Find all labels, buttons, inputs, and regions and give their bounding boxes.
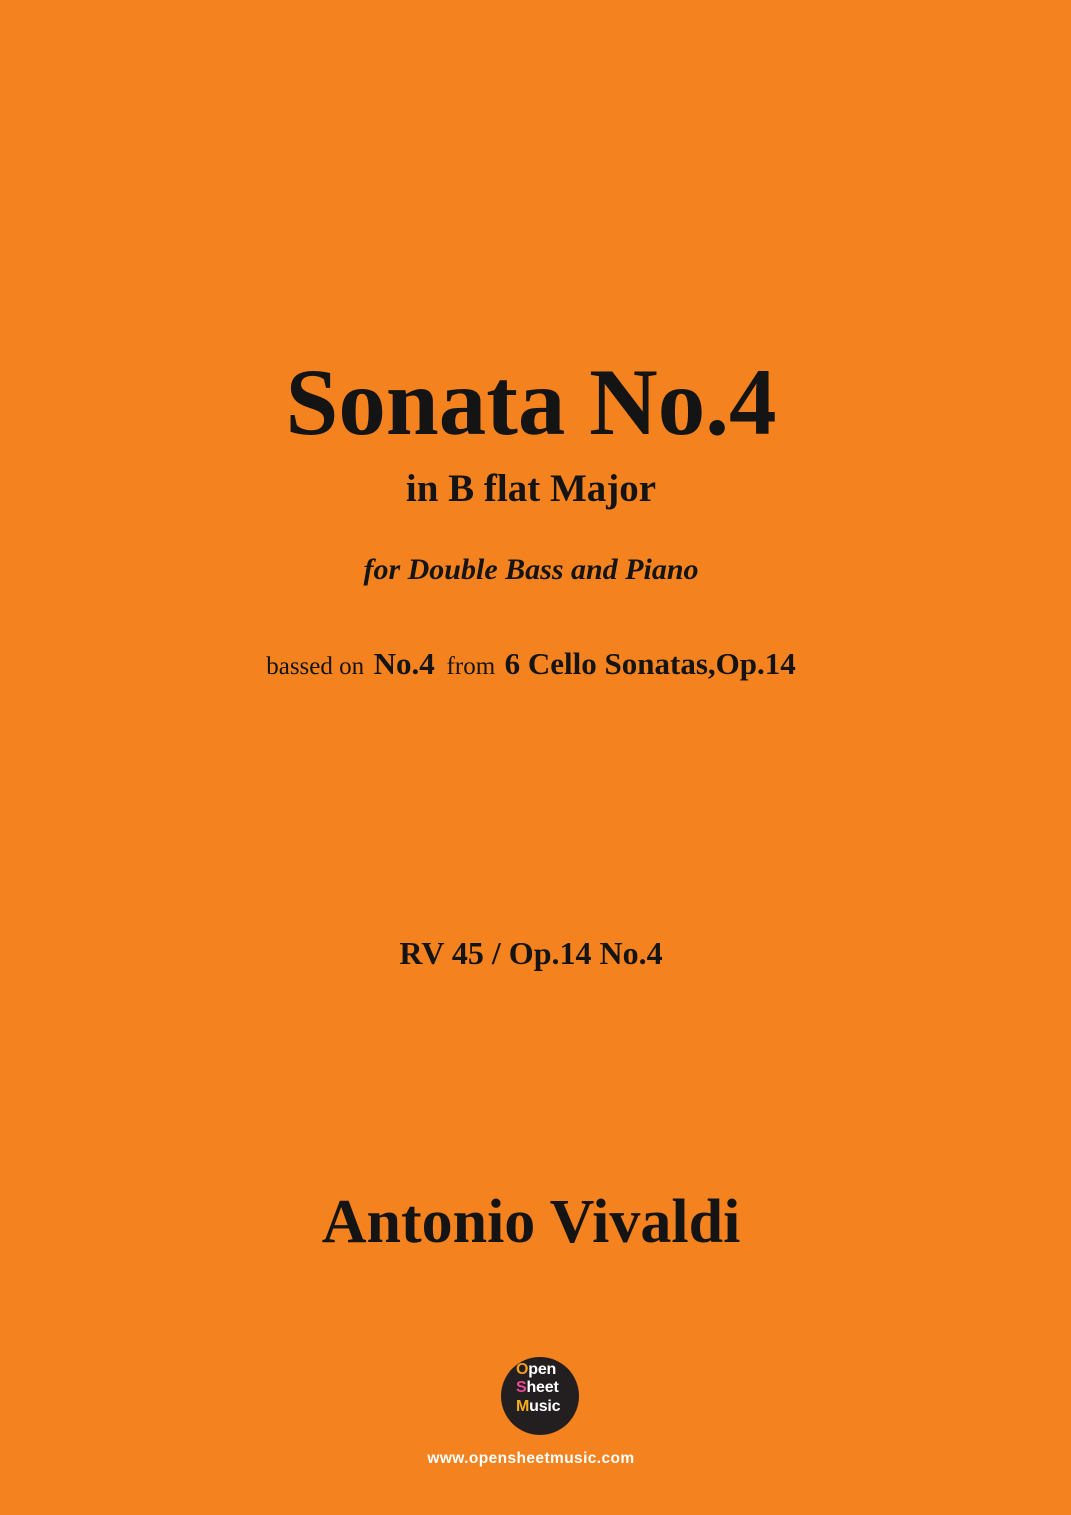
publisher-logo-text — [516, 1361, 560, 1416]
catalog-number: RV 45 / Op.14 No.4 — [399, 935, 663, 971]
logo-initial-m: M — [516, 1397, 530, 1415]
publisher-logo — [501, 1357, 579, 1435]
logo-rest-open: pen — [528, 1361, 557, 1378]
logo-initial-o: O — [516, 1361, 529, 1378]
logo-line-sheet — [516, 1379, 560, 1397]
page-title: Sonata No.4 — [285, 349, 777, 455]
key-subtitle: in B flat Major — [405, 467, 657, 510]
logo-rest-sheet: heet — [526, 1379, 559, 1397]
logo-initial-s: S — [516, 1379, 527, 1397]
website-url: www.opensheetmusic.com — [427, 1450, 635, 1467]
composer-name: Antonio Vivaldi — [321, 1188, 741, 1256]
logo-line-music — [516, 1398, 560, 1416]
based-on-line — [0, 648, 1062, 682]
based-on-connector: from — [446, 653, 496, 680]
based-on-prefix: bassed on — [266, 653, 365, 680]
based-on-number: No.4 — [373, 646, 435, 681]
based-on-source: 6 Cello Sonatas,Op.14 — [504, 646, 796, 681]
logo-line-open — [516, 1361, 560, 1379]
instrumentation-line: for Double Bass and Piano — [363, 553, 699, 586]
logo-rest-music: usic — [529, 1397, 561, 1415]
